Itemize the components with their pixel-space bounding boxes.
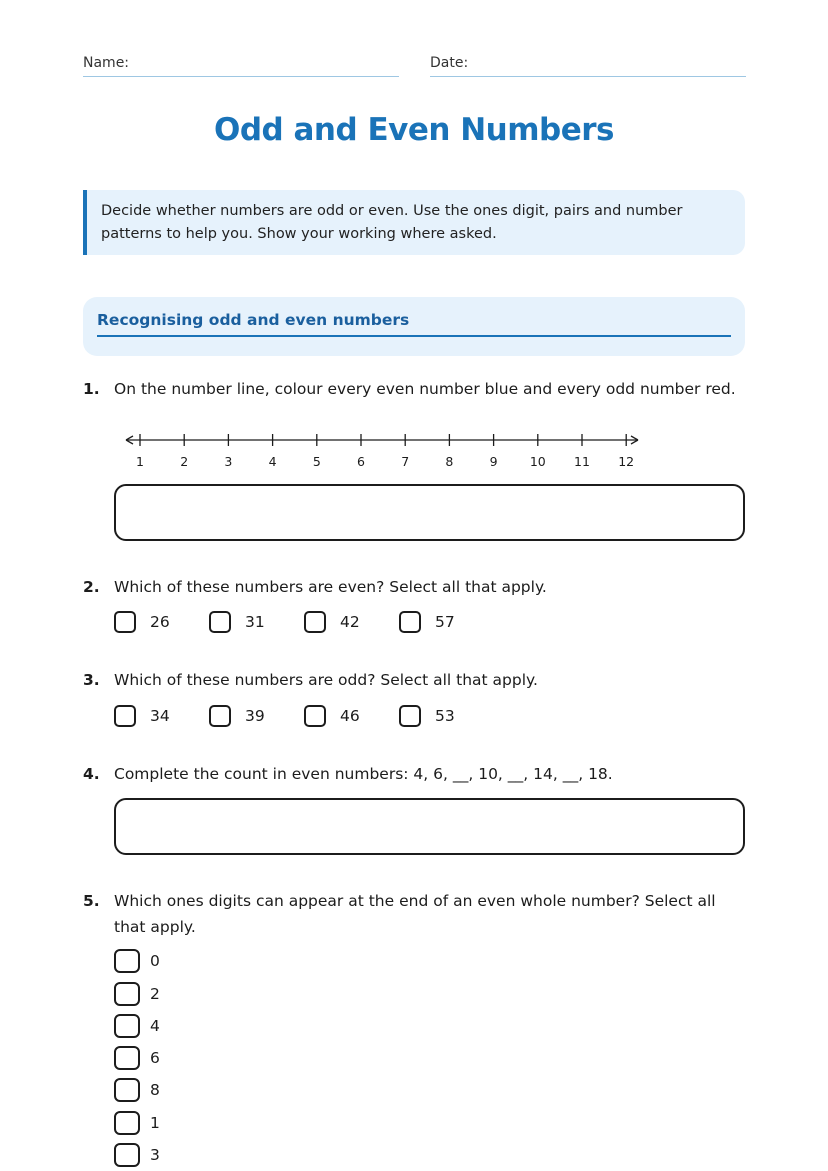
answer-box-q4[interactable] xyxy=(114,798,745,855)
checkbox[interactable] xyxy=(114,982,140,1006)
number-line-label: 6 xyxy=(357,454,365,469)
number-line-label: 10 xyxy=(529,454,546,469)
checkbox[interactable] xyxy=(114,1078,140,1102)
option-label: 39 xyxy=(245,707,265,725)
instructions-box xyxy=(83,190,745,255)
checkbox[interactable] xyxy=(114,1014,140,1038)
checkbox[interactable] xyxy=(114,611,136,633)
name-field[interactable] xyxy=(83,52,399,77)
answer-box-q1[interactable] xyxy=(114,484,745,541)
number-line[interactable] xyxy=(120,428,650,474)
question-number: 1. xyxy=(83,380,100,398)
question-text: Which ones digits can appear at the end of an even whole number? Select all that apply. xyxy=(114,892,716,936)
section-header xyxy=(83,297,745,356)
checkbox[interactable] xyxy=(114,1046,140,1070)
number-line-label: 8 xyxy=(445,454,454,469)
number-line-label: 12 xyxy=(618,454,635,469)
option[interactable] xyxy=(114,982,174,1008)
section-title: Recognising odd and even numbers xyxy=(97,311,731,337)
checkbox[interactable] xyxy=(399,705,421,727)
question-text: Which of these numbers are even? Select all that apply. xyxy=(114,578,547,596)
checkbox[interactable] xyxy=(209,611,231,633)
date-field[interactable] xyxy=(430,52,746,77)
option-label: 3 xyxy=(150,1146,160,1164)
option-label: 57 xyxy=(435,613,455,631)
number-line-label: 7 xyxy=(401,454,410,469)
checkbox[interactable] xyxy=(114,705,136,727)
option-label: 0 xyxy=(150,952,160,970)
option[interactable] xyxy=(114,1111,174,1137)
option[interactable] xyxy=(114,1014,174,1040)
question-4 xyxy=(83,761,745,787)
checkbox[interactable] xyxy=(304,705,326,727)
number-line-label: 4 xyxy=(268,454,277,469)
number-line-label: 3 xyxy=(224,454,233,469)
question-number: 4. xyxy=(83,765,100,783)
option[interactable] xyxy=(114,949,174,975)
option-label: 2 xyxy=(150,985,160,1003)
question-number: 3. xyxy=(83,671,100,689)
option-label: 4 xyxy=(150,1017,160,1035)
question-text: On the number line, colour every even number blue and every odd number red. xyxy=(114,380,736,398)
checkbox[interactable] xyxy=(399,611,421,633)
checkbox[interactable] xyxy=(114,1111,140,1135)
number-line-label: 2 xyxy=(180,454,189,469)
option-label: 6 xyxy=(150,1049,160,1067)
number-line-label: 5 xyxy=(312,454,321,469)
option-label: 46 xyxy=(340,707,360,725)
instructions-text: Decide whether numbers are odd or even. Use the ones digit, pairs and number patterns to help you. Show your working where asked. xyxy=(101,203,683,242)
name-label: Name: xyxy=(83,55,130,71)
option-label: 53 xyxy=(435,707,455,725)
question-3 xyxy=(83,667,745,693)
number-line-label: 1 xyxy=(136,454,144,469)
option-label: 1 xyxy=(150,1114,160,1132)
question-text: Which of these numbers are odd? Select all that apply. xyxy=(114,671,538,689)
option-label: 34 xyxy=(150,707,170,725)
option-label: 26 xyxy=(150,613,170,631)
question-number: 2. xyxy=(83,578,100,596)
option[interactable] xyxy=(114,1143,174,1169)
page-title: Odd and Even Numbers xyxy=(213,112,615,148)
option-label: 8 xyxy=(150,1081,160,1099)
question-number: 5. xyxy=(83,892,100,910)
checkbox[interactable] xyxy=(304,611,326,633)
question-2 xyxy=(83,574,745,600)
option[interactable] xyxy=(114,1078,174,1104)
checkbox[interactable] xyxy=(209,705,231,727)
question-text: Complete the count in even numbers: 4, 6, __, 10, __, 14, __, 18. xyxy=(114,765,613,783)
question-1 xyxy=(83,376,745,402)
option-label: 31 xyxy=(245,613,265,631)
checkbox[interactable] xyxy=(114,949,140,973)
option-label: 42 xyxy=(340,613,360,631)
checkbox[interactable] xyxy=(114,1143,140,1167)
date-label: Date: xyxy=(430,55,469,71)
number-line-label: 9 xyxy=(489,454,498,469)
number-line-label: 11 xyxy=(574,454,590,469)
option[interactable] xyxy=(114,1046,174,1072)
question-5 xyxy=(83,888,745,940)
